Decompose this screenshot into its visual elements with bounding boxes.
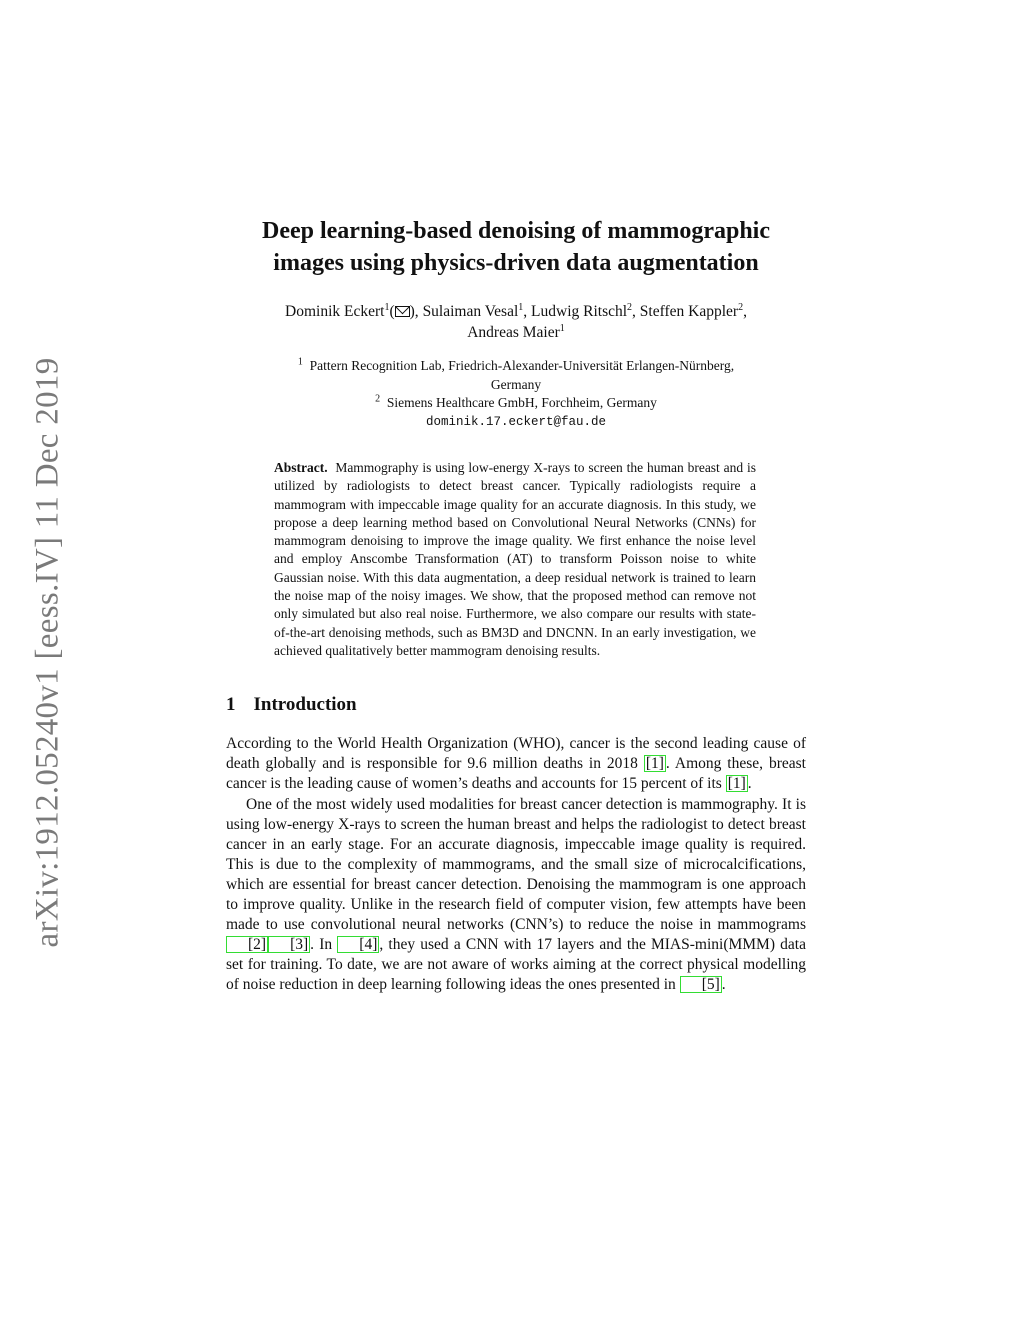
contact-email[interactable]: dominik.17.eckert@fau.de (425, 414, 607, 429)
section-title: Introduction (253, 694, 357, 716)
author-line-1: Dominik Eckert$^1$( ), Sulaiman Vesal$^1$, Ludwig Ritschl$^2$, Steffen Kappler$^2$, (285, 301, 747, 320)
citation-link[interactable]: [1] (645, 755, 664, 773)
title-line-2: images using physics-driven data augmentation (273, 250, 759, 276)
para2-text-2: . In (310, 936, 338, 954)
author-1-mark-close: ), (409, 303, 423, 320)
affiliation-1-sup: 1 (297, 356, 303, 368)
author-4-affil: 2 (738, 301, 744, 313)
author-2: Sulaiman Vesal (422, 303, 519, 320)
envelope-icon (395, 306, 410, 317)
author-1: Dominik Eckert (285, 303, 385, 320)
para2-text-1: One of the most widely used modalities for breast cancer detection is mammography. It is using low-energy X-rays to screen the human breast and helps the radiologist to detect breast cancer in an early stage. For an accurate diagnosis, impeccable image quality is required. This is due to the complexity of mammograms, and the small size of microcalcifications, which are essential for breast cancer detection. Denoising the mammogram is one approach to improve quality. Unlike in the research field of computer vision, few attempts have been made to use convolutional neural networks (CNN’s) to reduce the noise in mammograms (226, 795, 806, 934)
arxiv-sidebar (30, 350, 66, 955)
citation-link[interactable]: [1] (727, 775, 746, 793)
author-4: Steffen Kappler (639, 303, 739, 320)
abstract (274, 459, 756, 660)
para2-text-4: . (721, 976, 726, 994)
citation-link[interactable]: [3] (268, 936, 310, 953)
affiliation-2-text: Siemens Healthcare GmbH, Forchheim, Germany (386, 395, 657, 410)
citation-link[interactable]: [2] (226, 936, 268, 953)
abstract-label: Abstract. (274, 460, 328, 475)
citation-link[interactable]: [5] (680, 976, 722, 993)
affiliation-2 (226, 394, 806, 413)
para1-text-1: According to the World Health Organization (WHO), cancer is the second leading cause of death globally and is responsible for 9.6 million deaths in 2018 (226, 735, 806, 773)
section-heading (226, 694, 806, 716)
author-3: Ludwig Ritschl (531, 303, 628, 320)
section-number: 1 (226, 694, 236, 716)
affiliation-2-sup: 2 (375, 393, 381, 405)
para1-text-2: . Among these, breast cancer is the leading cause of women’s deaths and accounts for 15 percent of its (226, 755, 806, 793)
abstract-text: Mammography is using low-energy X-rays to screen the human breast and is utilized by radiologists to detect breast cancer. Typically radiologists require a mammogram with impeccable image quality for an accurate diagnosis. In this study, we propose a deep learning method based on Convolutional Neural Networks (CNNs) for mammogram denoising to improve the image quality. We first enhance the noise level and employ Anscombe Transformation (AT) to transform Poisson noise to white Gaussian noise. With this data augmentation, a deep residual network is trained to learn the noise map of the noisy images. We show, that the proposed method can remove not only simulated but also real noise. Furthermore, we also compare our results with state-of-the-art denoising methods, such as BM3D and DNCNN. In an early investigation, we achieved qualitatively better mammogram denoising results. (274, 460, 756, 658)
affiliations (226, 357, 806, 431)
title-line-1: Deep learning-based denoising of mammographic (261, 218, 770, 244)
author-1-mark-open: ( (389, 303, 395, 320)
paper-page (226, 215, 806, 995)
para2-text-3: , they used a CNN with 17 layers and the MIAS-mini(MMM) data set for training. To date, we are not aware of works aiming at the correct physical modelling of noise reduction in deep learning following ideas the ones presented in (226, 936, 806, 994)
citation-link[interactable]: [4] (337, 936, 379, 953)
para1-text-3: . (747, 775, 752, 793)
paper-title (226, 215, 806, 279)
author-list (226, 301, 806, 343)
author-2-affil: 1 (518, 301, 524, 313)
author-5-affil: 1 (559, 322, 565, 334)
author-1-affil: 1 (384, 301, 390, 313)
affiliation-1 (226, 357, 806, 376)
author-line-2 (226, 322, 806, 343)
intro-paragraph-2 (226, 795, 806, 996)
affiliation-1-text: Pattern Recognition Lab, Friedrich-Alexander-Universität Erlangen-Nürnberg, (309, 358, 735, 373)
affiliation-1-country: Germany (490, 376, 542, 392)
arxiv-identifier: arXiv:1912.05240v1 [eess.IV] 11 Dec 2019 (29, 357, 66, 948)
intro-paragraph-1 (226, 734, 806, 794)
author-3-affil: 2 (627, 301, 633, 313)
author-5: Andreas Maier (467, 324, 560, 341)
